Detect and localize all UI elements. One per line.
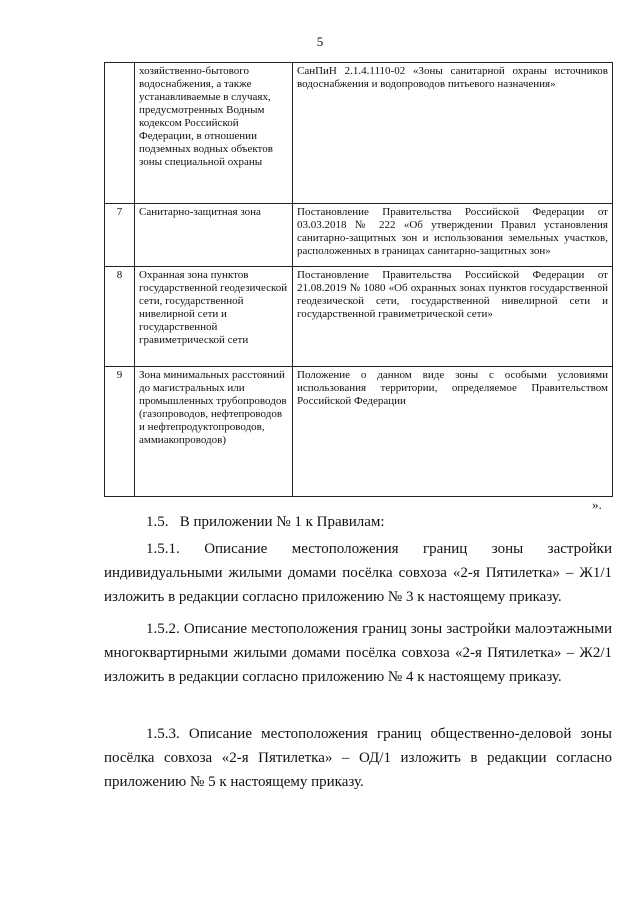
zones-table	[104, 62, 613, 497]
legal-basis: Постановление Правительства Российской Федерации от 21.08.2019 № 1080 «Об охранных зонах пунктов государственной геодезической сети, государственной нивелирной сети и государственной гравиметрической сети»	[293, 267, 613, 367]
table-row	[105, 204, 613, 267]
page-number: 5	[316, 34, 324, 49]
legal-basis: Постановление Правительства Российской Федерации от 03.03.2018 № 222 «Об утверждении Правил установления санитарно-защитных зон и использования земельных участков, расположенных в границах санитарно-защитных зон»	[293, 204, 613, 267]
row-number: 8	[105, 267, 135, 367]
zone-name: Санитарно-защитная зона	[135, 204, 293, 267]
row-number	[105, 63, 135, 204]
paragraph-1-5-3: 1.5.3. Описание местоположения границ общественно-деловой зоны посёлка совхоза «2-я Пятилетка» – ОД/1 изложить в редакции согласно приложению № 5 к настоящему приказу.	[104, 726, 612, 790]
zone-name: хозяйственно-бытового водоснабжения, а также устанавливаемые в случаях, предусмотренных Водным кодексом Российской Федерации, в отношении подземных водных объектов зоны специальной охраны	[135, 63, 293, 204]
table-row	[105, 63, 613, 204]
closing-quote: ».	[592, 497, 602, 512]
row-number: 7	[105, 204, 135, 267]
row-number: 9	[105, 367, 135, 497]
paragraph-1-5-2: 1.5.2. Описание местоположения границ зоны застройки малоэтажными многоквартирными жилыми домами посёлка совхоза «2-я Пятилетка» – Ж2/1 изложить в редакции согласно приложению № 4 к настоящему приказу.	[104, 621, 612, 685]
table-row	[105, 267, 613, 367]
zone-name: Охранная зона пунктов государственной геодезической сети, государственной нивелирной сети и государственной гравиметрической сети	[135, 267, 293, 367]
legal-basis: СанПиН 2.1.4.1110-02 «Зоны санитарной охраны источников водоснабжения и водопроводов питьевого назначения»	[293, 63, 613, 204]
zone-name: Зона минимальных расстояний до магистральных или промышленных трубопроводов (газопроводов, нефтепроводов и нефтепродуктопроводов, аммиакопроводов)	[135, 367, 293, 497]
table-row	[105, 367, 613, 497]
paragraph-1-5-1: 1.5.1. Описание местоположения границ зоны застройки индивидуальными жилыми домами посёлка совхоза «2-я Пятилетка» – Ж1/1 изложить в редакции согласно приложению № 3 к настоящему приказу.	[104, 541, 612, 605]
legal-basis: Положение о данном виде зоны с особыми условиями использования территории, определяемое Правительством Российской Федерации	[293, 367, 613, 497]
paragraph-1-5: 1.5. В приложении № 1 к Правилам:	[146, 514, 385, 530]
